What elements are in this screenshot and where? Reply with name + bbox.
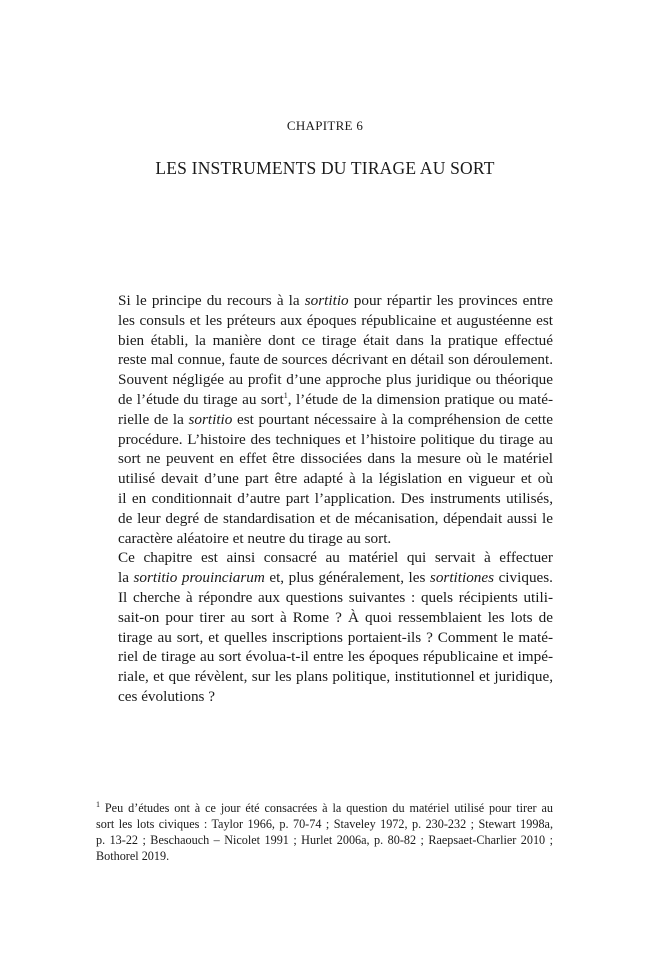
text-run: est pourtant nécessaire à la compréhension de cette xyxy=(232,410,553,428)
footnote xyxy=(96,800,553,864)
text-line xyxy=(96,608,553,628)
text-run: caractère aléatoire et neutre du tirage au sort. xyxy=(118,529,392,547)
text-run: reste mal connue, faute de sources décrivant en détail son déroulement. xyxy=(118,351,553,369)
text-line xyxy=(96,489,553,509)
text-line xyxy=(96,469,553,489)
text-line xyxy=(96,331,553,351)
text-line xyxy=(96,848,553,864)
text-run: , l’étude de la dimension pratique ou maté- xyxy=(287,390,553,408)
text-line xyxy=(96,509,553,529)
italic-term: sortitiones xyxy=(429,569,495,587)
text-line xyxy=(96,311,553,331)
paragraph xyxy=(96,291,553,548)
text-line xyxy=(96,647,553,667)
text-line xyxy=(96,430,553,450)
text-run: de l’étude du tirage au sort xyxy=(118,390,284,408)
text-line xyxy=(96,667,553,687)
text-line xyxy=(96,350,553,370)
text-run: et, plus généralement, les xyxy=(264,569,430,587)
text-run: civiques. xyxy=(494,569,553,587)
text-line xyxy=(96,529,553,549)
text-line xyxy=(96,291,553,311)
chapter-label: CHAPITRE 6 xyxy=(286,118,364,133)
text-line xyxy=(96,816,553,832)
text-line xyxy=(96,588,553,608)
italic-term: sortitio xyxy=(304,292,349,309)
italic-term: sortitio xyxy=(188,410,233,428)
text-run: Souvent négligée au profit d’une approche plus juridique ou théorique xyxy=(118,371,553,389)
text-run: tirage au sort, et quelles inscriptions portaient-ils ? Comment le maté- xyxy=(118,628,553,646)
text-line xyxy=(96,832,553,848)
footnote-marker: 1 xyxy=(283,390,288,400)
text-run: pour répartir les provinces entre xyxy=(348,292,553,309)
text-line xyxy=(96,628,553,648)
text-run: sort les lots civiques : Taylor 1966, p. 70-74 ; Staveley 1972, p. 230-232 ; Stewart 1998a, xyxy=(96,817,553,831)
chapter-title: LES INSTRUMENTS DU TIRAGE AU SORT xyxy=(155,158,495,178)
text-line xyxy=(96,410,553,430)
text-run: Il cherche à répondre aux questions suivantes : quels récipients utili- xyxy=(118,588,553,606)
text-run: Si le principe du recours à la xyxy=(118,292,305,309)
text-run: procédure. L’histoire des techniques et l’histoire politique du tirage au xyxy=(118,430,553,448)
text-run: utilisé devait d’une part être adapté à la législation en vigueur et où xyxy=(118,470,553,488)
text-run: p. 13-22 ; Beschaouch – Nicolet 1991 ; Hurlet 2006a, p. 80-82 ; Raepsaet-Charlier 2010 ; xyxy=(96,833,553,847)
text-run: les consuls et les préteurs aux époques républicaine et augustéenne est xyxy=(118,311,553,329)
text-run: il en conditionnait d’autre part l’application. Des instruments utilisés, xyxy=(118,489,553,507)
text-run: de leur degré de standardisation et de mécanisation, dépendait aussi le xyxy=(118,509,553,527)
text-run: riel de tirage au sort évolua-t-il entre les époques républicaine et impé- xyxy=(118,648,553,666)
paragraph xyxy=(96,548,553,706)
body-text xyxy=(96,291,553,707)
text-line xyxy=(96,687,553,707)
text-run: Peu d’études ont à ce jour été consacrées à la question du matériel utilisé pour tirer au xyxy=(100,801,553,815)
text-line xyxy=(96,568,553,588)
text-line xyxy=(96,548,553,568)
footnote-marker: 1 xyxy=(96,799,100,809)
text-line xyxy=(96,449,553,469)
text-line xyxy=(96,390,553,410)
text-line xyxy=(96,800,553,816)
text-run: riale, et que révèlent, sur les plans politique, institutionnel et juridique, xyxy=(118,668,553,686)
text-run: ces évolutions ? xyxy=(118,687,216,705)
text-run: Bothorel 2019. xyxy=(96,849,170,863)
text-line xyxy=(96,370,553,390)
text-run: rielle de la xyxy=(118,410,189,428)
text-run: sort ne peuvent en effet être dissociées dans la mesure où le matériel xyxy=(118,450,553,468)
text-run: bien établi, la manière dont ce tirage était dans la pratique effectué xyxy=(118,331,553,349)
text-run: sait-on pour tirer au sort à Rome ? À quoi ressemblaient les lots de xyxy=(118,608,553,626)
italic-term: sortitio prouinciarum xyxy=(133,569,265,587)
text-run: la xyxy=(118,569,134,587)
text-run: Ce chapitre est ainsi consacré au matériel qui servait à effectuer xyxy=(118,549,553,567)
